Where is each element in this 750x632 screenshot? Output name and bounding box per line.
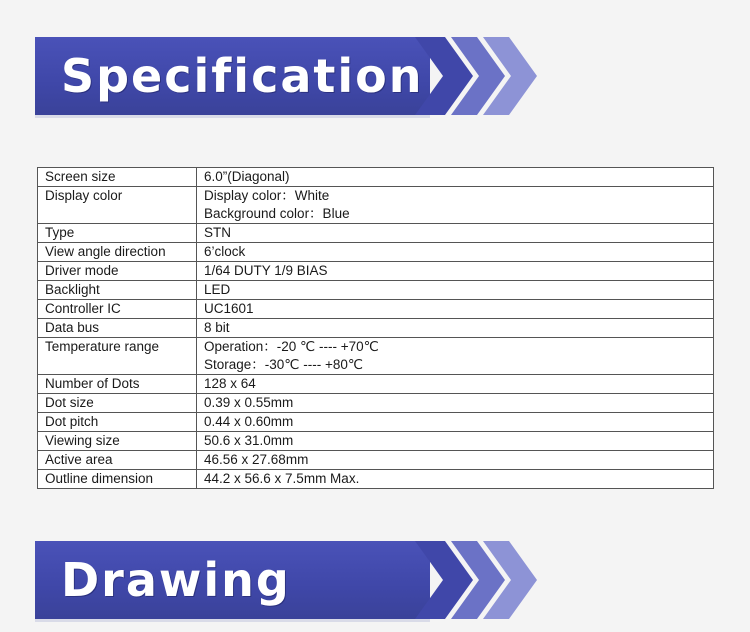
chevron-arrows-icon [415, 541, 555, 619]
spec-value [197, 187, 714, 224]
spec-value-line: 0.44 x 0.60mm [204, 414, 294, 429]
spec-row [38, 394, 714, 413]
spec-value [197, 300, 714, 319]
spec-value [197, 413, 714, 432]
spec-label: View angle direction [38, 243, 197, 262]
specification-banner [35, 37, 545, 115]
spec-value-line: 128 x 64 [204, 376, 256, 391]
spec-label: Display color [38, 187, 197, 224]
spec-label: Type [38, 224, 197, 243]
spec-label: Data bus [38, 319, 197, 338]
spec-value-line: LED [204, 282, 231, 297]
spec-label: Dot pitch [38, 413, 197, 432]
specification-table [37, 167, 714, 489]
spec-value-line: 50.6 x 31.0mm [204, 433, 294, 448]
spec-row [38, 224, 714, 243]
spec-row [38, 413, 714, 432]
spec-value-line: 1/64 DUTY 1/9 BIAS [204, 263, 328, 278]
spec-value-line: 6.0”(Diagonal) [204, 169, 290, 184]
spec-value [197, 451, 714, 470]
spec-row [38, 375, 714, 394]
spec-value [197, 319, 714, 338]
spec-label: Temperature range [38, 338, 197, 375]
spec-value [197, 375, 714, 394]
spec-value-line: UC1601 [204, 301, 254, 316]
spec-row [38, 319, 714, 338]
spec-row [38, 262, 714, 281]
spec-row [38, 300, 714, 319]
spec-value [197, 281, 714, 300]
spec-value-line: Operation：-20 ℃ ---- +70℃ [204, 339, 379, 354]
section-title-specification: Specification [61, 49, 424, 103]
spec-label: Viewing size [38, 432, 197, 451]
spec-value-line: 44.2 x 56.6 x 7.5mm Max. [204, 471, 360, 486]
spec-value-line: Storage：-30℃ ---- +80℃ [204, 357, 364, 372]
spec-value-line: Background color：Blue [204, 206, 350, 221]
spec-value-line: 8 bit [204, 320, 230, 335]
drawing-banner [35, 541, 545, 619]
spec-value [197, 262, 714, 281]
spec-value [197, 432, 714, 451]
spec-value-line: 6’clock [204, 244, 246, 259]
spec-label: Backlight [38, 281, 197, 300]
spec-row [38, 187, 714, 224]
spec-label: Dot size [38, 394, 197, 413]
chevron-arrows-icon [415, 37, 555, 115]
spec-label: Active area [38, 451, 197, 470]
spec-label: Screen size [38, 168, 197, 187]
spec-value [197, 470, 714, 489]
spec-row [38, 168, 714, 187]
spec-row [38, 432, 714, 451]
spec-label: Driver mode [38, 262, 197, 281]
spec-row [38, 281, 714, 300]
spec-value [197, 338, 714, 375]
spec-value-line: 46.56 x 27.68mm [204, 452, 309, 467]
section-title-drawing: Drawing [61, 553, 291, 607]
spec-value [197, 243, 714, 262]
spec-row [38, 451, 714, 470]
banner-underline [35, 115, 430, 118]
spec-value [197, 394, 714, 413]
spec-label: Controller IC [38, 300, 197, 319]
spec-value-line: Display color：White [204, 188, 330, 203]
spec-row [38, 338, 714, 375]
spec-row [38, 470, 714, 489]
spec-label: Number of Dots [38, 375, 197, 394]
spec-value-line: 0.39 x 0.55mm [204, 395, 294, 410]
spec-value-line: STN [204, 225, 231, 240]
spec-value [197, 168, 714, 187]
spec-value [197, 224, 714, 243]
banner-underline [35, 619, 430, 622]
spec-label: Outline dimension [38, 470, 197, 489]
spec-row [38, 243, 714, 262]
